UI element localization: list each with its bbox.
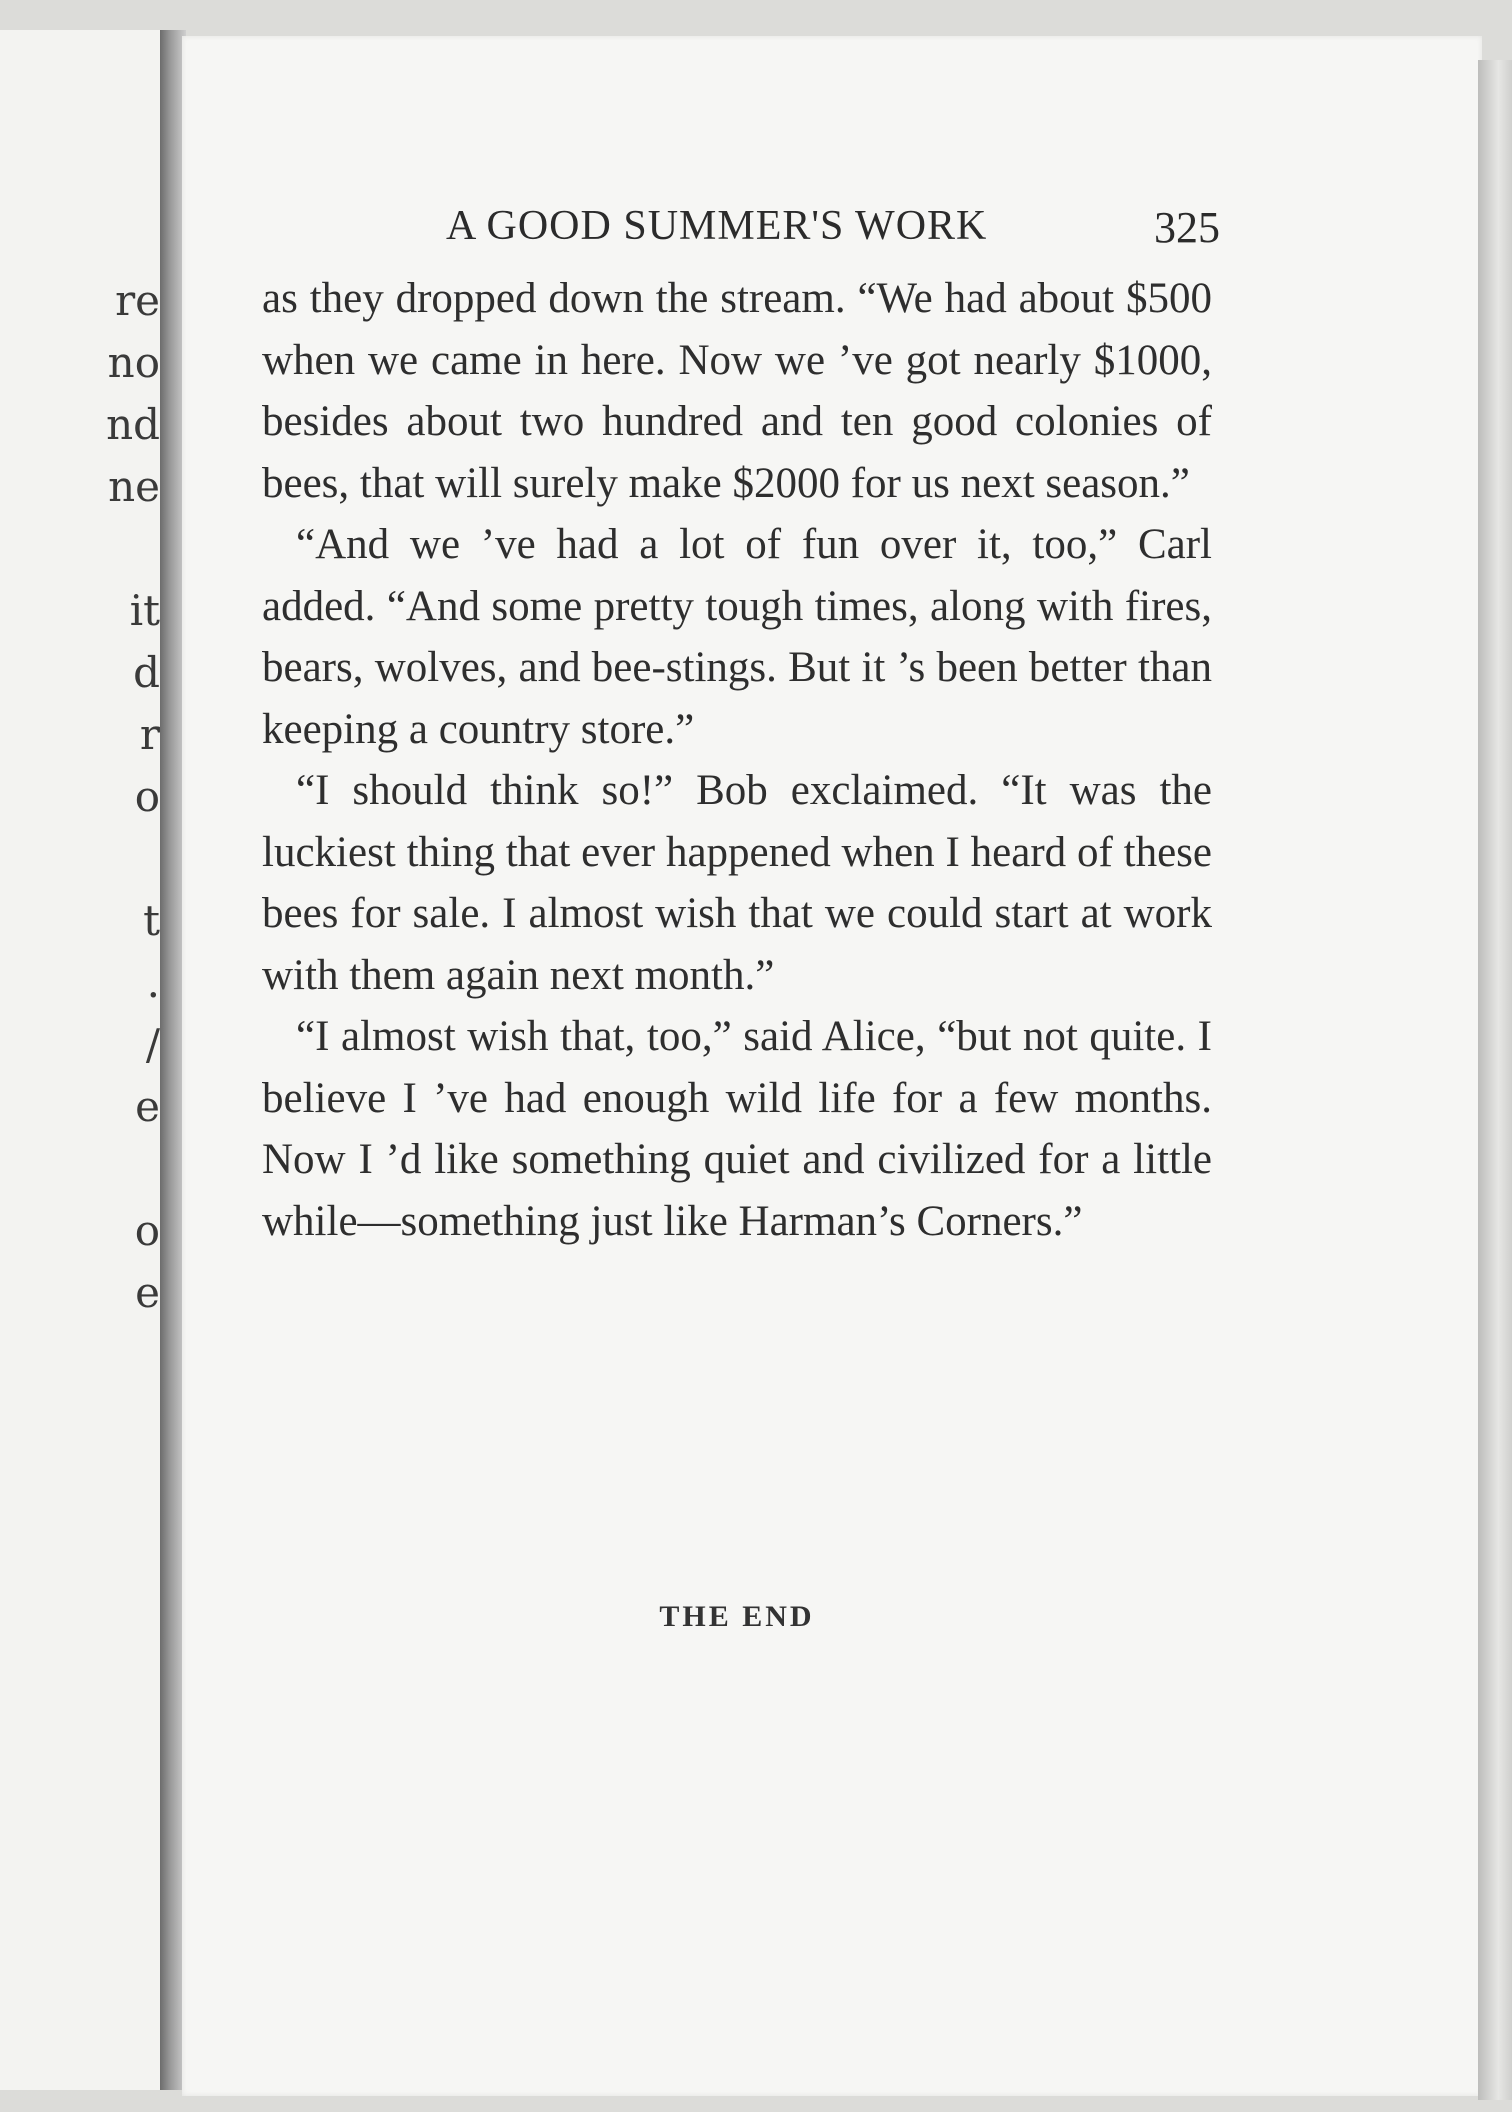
left-fragment: r xyxy=(139,710,160,759)
left-fragment: o xyxy=(134,772,160,821)
left-fragment: re xyxy=(115,276,160,325)
body-text xyxy=(262,268,1212,1252)
left-fragment: no xyxy=(107,338,160,387)
page-stack-edge xyxy=(1478,60,1512,2100)
paragraph: “I almost wish that, too,” said Alice, “but not quite. I believe I ’ve had enough wild life for a few months. Now I ’d like something quiet and civilized for a little while—something just like Harman’s Corners.” xyxy=(262,1013,1212,1245)
paragraph: as they dropped down the stream. “We had about $500 when we came in here. Now we ’ve got nearly $1000, besides about two hundred and ten good colonies of bees, that will surely make $2000 for us next season.” xyxy=(262,275,1212,507)
left-fragment: o xyxy=(134,1206,160,1255)
running-title: A GOOD SUMMER'S WORK xyxy=(446,203,988,249)
page-header xyxy=(262,180,1220,250)
page-number: 325 xyxy=(1154,203,1220,252)
left-fragment: e xyxy=(135,1082,160,1131)
paragraph: “I should think so!” Bob exclaimed. “It was the luckiest thing that ever happened when I heard of these bees for sale. I almost wish that we could start at work with them again next month.” xyxy=(262,767,1212,999)
left-fragment: ne xyxy=(108,462,160,511)
left-fragment: it xyxy=(129,586,160,635)
paragraph: “And we ’ve had a lot of fun over it, too,” Carl added. “And some pretty tough times, along with fires, bears, wolves, and bee-stings. But it ’s been better than keeping a country store.” xyxy=(262,521,1212,753)
previous-page-edge xyxy=(0,30,160,2090)
left-fragment: . xyxy=(146,958,160,1007)
left-fragment: d xyxy=(133,648,160,697)
left-fragment: e xyxy=(135,1268,160,1317)
the-end-label: THE END xyxy=(659,1600,815,1633)
left-fragment: / xyxy=(145,1020,160,1069)
left-fragment: t xyxy=(143,896,160,945)
left-fragment: nd xyxy=(106,400,160,449)
